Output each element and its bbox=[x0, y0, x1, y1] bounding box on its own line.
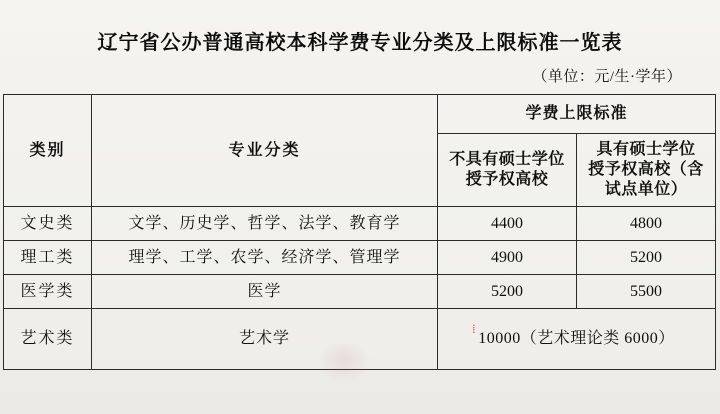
table-row bbox=[4, 309, 716, 370]
row-fee-with-master: 5200 bbox=[577, 241, 716, 275]
table-row bbox=[4, 241, 716, 275]
row-fee-no-master: 4400 bbox=[438, 207, 577, 241]
table-row bbox=[4, 207, 716, 241]
header-category: 类别 bbox=[4, 95, 92, 207]
row-fee-with-master: 4800 bbox=[577, 207, 716, 241]
header-col-with-master-line3: 试点单位） bbox=[604, 181, 688, 198]
row-category: 文史类 bbox=[4, 207, 92, 241]
table-header-row-1 bbox=[4, 95, 716, 134]
row-majors: 艺术学 bbox=[92, 309, 438, 370]
row-majors: 医学 bbox=[92, 275, 438, 309]
red-pen-mark: ⁞ bbox=[472, 321, 475, 336]
tuition-fee-table bbox=[3, 94, 716, 370]
header-col-no-master bbox=[438, 134, 577, 207]
row-majors: 文学、历史学、哲学、法学、教育学 bbox=[92, 207, 438, 241]
row-majors: 理学、工学、农学、经济学、管理学 bbox=[92, 241, 438, 275]
row-fee-no-master: 5200 bbox=[438, 275, 577, 309]
table-row bbox=[4, 275, 716, 309]
row-category: 医学类 bbox=[4, 275, 92, 309]
header-col-no-master-line2: 授予权高校 bbox=[465, 171, 549, 188]
header-major-class: 专业分类 bbox=[92, 95, 438, 207]
row-category: 理工类 bbox=[4, 241, 92, 275]
header-col-no-master-line1: 不具有硕士学位 bbox=[449, 151, 565, 168]
row-fee-with-master: 5500 bbox=[577, 275, 716, 309]
header-fee-cap-group: 学费上限标准 bbox=[438, 95, 716, 134]
row-fee-merged: 10000（艺术理论类 6000） bbox=[438, 309, 716, 370]
header-col-with-master-line2: 授予权高校（含 bbox=[588, 161, 704, 178]
unit-note: （单位：元/生·学年） bbox=[532, 69, 682, 85]
page-title: 辽宁省公办普通高校本科学费专业分类及上限标准一览表 bbox=[97, 32, 623, 54]
header-col-with-master-line1: 具有硕士学位 bbox=[596, 141, 696, 158]
row-category: 艺术类 bbox=[4, 309, 92, 370]
header-col-with-master bbox=[577, 134, 716, 207]
row-fee-no-master: 4900 bbox=[438, 241, 577, 275]
